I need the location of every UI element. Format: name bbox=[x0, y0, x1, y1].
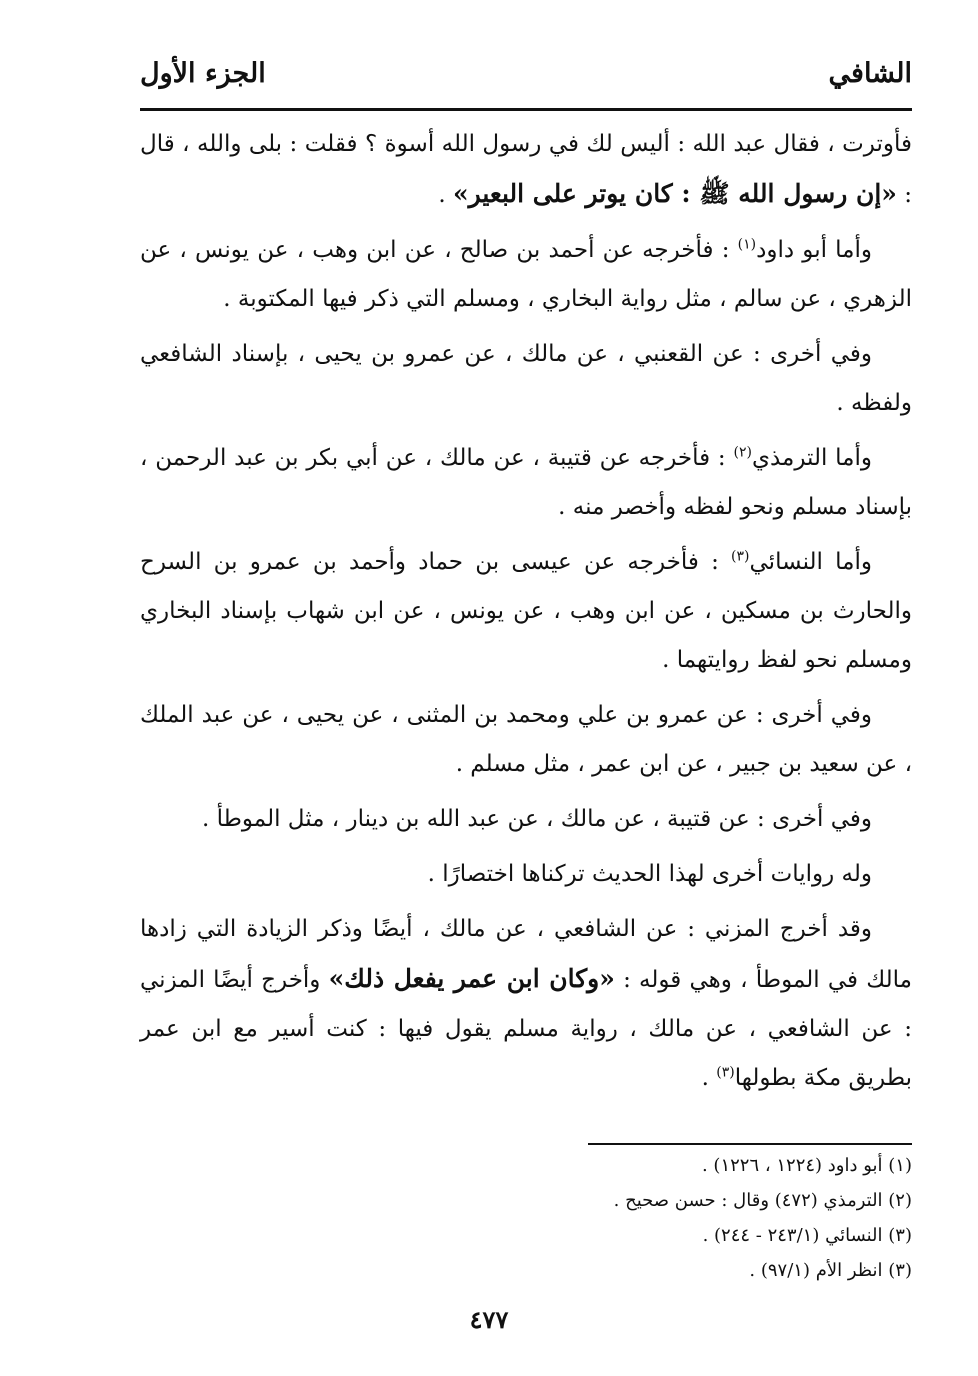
main-text bbox=[140, 120, 912, 1109]
book-title: الشافي bbox=[828, 58, 912, 89]
paragraph-1 bbox=[140, 120, 912, 220]
footnote-ref: (٣) bbox=[731, 548, 750, 565]
paragraph-4-text: وأما الترمذي bbox=[751, 445, 872, 471]
volume-title: الجزء الأول bbox=[140, 58, 266, 89]
paragraph-2 bbox=[140, 226, 912, 324]
paragraph-9-middle: وأخرج أيضًا المزني : عن الشافعي ، عن مالك ، رواية مسلم يقول فيها : كنت أسير مع ابن عمر بطريق مكة بطولها bbox=[140, 967, 912, 1091]
paragraph-7: وفي أخرى : عن قتيبة ، عن مالك ، عن عبد الله بن دينار ، مثل الموطأ . bbox=[201, 806, 872, 832]
paragraph-5-rest: : فأخرجه عن عيسى بن حماد وأحمد بن عمرو بن السرح والحارث بن مسكين ، عن ابن وهب ، عن يونس ، عن ابن شهاب بإسناد البخاري ومسلم نحو لفظ روايتهما . bbox=[140, 549, 912, 673]
footnote-ref: (٣) bbox=[716, 1064, 735, 1081]
paragraph-4-rest: : فأخرجه عن قتيبة ، عن مالك ، عن أبي بكر بن عبد الرحمن ، بإسناد مسلم ونحو لفظه وأخصر منه . bbox=[140, 445, 912, 520]
footnote-2: (٢) الترمذي (٤٧٢) وقال : حسن صحيح . bbox=[613, 1190, 912, 1211]
page-header bbox=[140, 52, 912, 108]
paragraph-5 bbox=[140, 538, 912, 685]
paragraph-9-text: وقد أخرج المزني : عن الشافعي ، عن مالك ، أيضًا وذكر الزيادة التي زادها مالك في الموطأ ، وهي قوله : bbox=[140, 916, 912, 993]
paragraph-9-quote: «وكان ابن عمر يفعل ذلك» bbox=[328, 964, 615, 993]
paragraph-9 bbox=[140, 905, 912, 1103]
header-divider bbox=[140, 108, 912, 111]
paragraph-2-text: وأما أبو داود bbox=[756, 237, 872, 263]
footnote-1: (١) أبو داود (١٢٢٤ ، ١٢٢٦) . bbox=[701, 1155, 912, 1176]
paragraph-9-end: . bbox=[701, 1065, 717, 1091]
paragraph-1-text: فأوترت ، فقال عبد الله : أليس لك في رسول الله أسوة ؟ فقلت : بلى والله ، قال : bbox=[140, 131, 912, 208]
page-number: ٤٧٧ bbox=[469, 1305, 509, 1334]
paragraph-5-text: وأما النسائي bbox=[749, 549, 872, 575]
paragraph-3: وفي أخرى : عن القعنبي ، عن مالك ، عن عمرو بن يحيى ، بإسناد الشافعي ولفظه . bbox=[140, 341, 912, 416]
footnote-4: (٣) انظر الأم (٩٧/١) . bbox=[749, 1260, 912, 1281]
footnote-divider bbox=[588, 1143, 912, 1145]
paragraph-1-end: . bbox=[438, 182, 453, 208]
paragraph-6: وفي أخرى : عن عمرو بن علي ومحمد بن المثنى ، عن يحيى ، عن عبد الملك ، عن سعيد بن جبير ، عن ابن عمر ، مثل مسلم . bbox=[140, 702, 912, 777]
footnote-3: (٣) النسائي (٢٤٣/١ - ٢٤٤) . bbox=[702, 1225, 912, 1246]
paragraph-4 bbox=[140, 434, 912, 532]
footnotes bbox=[140, 1148, 912, 1288]
footnote-ref: (١) bbox=[737, 236, 757, 253]
paragraph-1-hadith-quote: «إن رسول الله ﷺ : كان يوتر على البعير» bbox=[452, 179, 897, 208]
paragraph-8: وله روايات أخرى لهذا الحديث تركناها اختصارًا . bbox=[427, 861, 872, 887]
footnote-ref: (٢) bbox=[733, 444, 752, 461]
paragraph-2-rest: : فأخرجه عن أحمد بن صالح ، عن ابن وهب ، عن يونس ، عن الزهري ، عن سالم ، مثل رواية البخاري ، ومسلم التي ذكر فيها المكتوبة . bbox=[140, 237, 912, 312]
